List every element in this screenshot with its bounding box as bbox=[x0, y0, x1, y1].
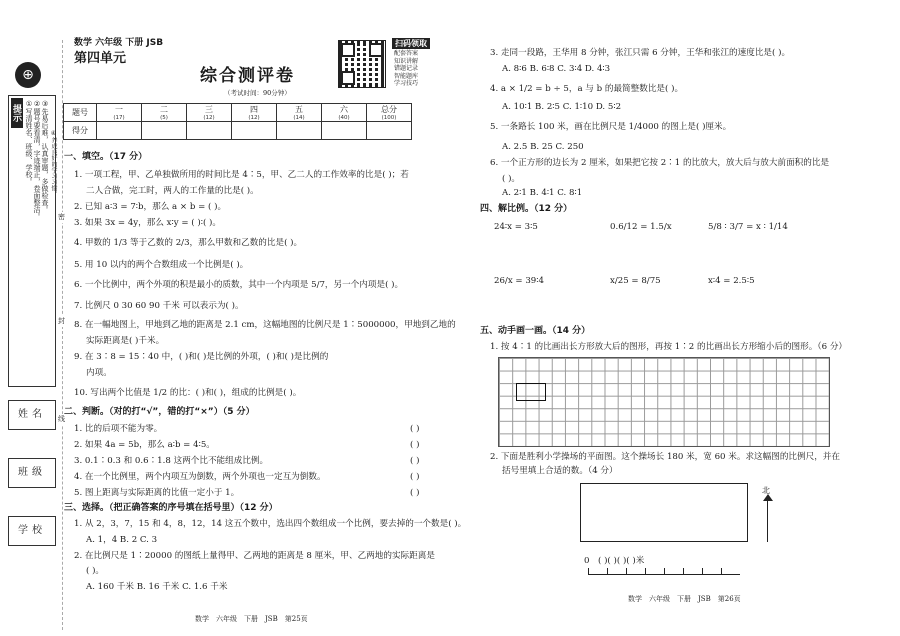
question-line: 实际距离是( )千米。 bbox=[86, 336, 165, 346]
scan-item: 学习技巧 bbox=[394, 80, 419, 87]
equation: 5/8 ∶ 3/7 = x ∶ 1/14 bbox=[708, 222, 788, 232]
score-col: 三 (12) bbox=[187, 104, 232, 122]
scan-item: 错题记录 bbox=[394, 65, 419, 72]
choice-line: A. 8∶6 B. 6∶8 C. 3∶4 D. 4∶3 bbox=[502, 64, 611, 74]
cut-mark: 线 bbox=[58, 415, 65, 423]
judge-blank[interactable]: ( ) bbox=[410, 440, 420, 450]
scale-zero: 0 bbox=[584, 556, 590, 566]
scale-blanks[interactable]: ( )( )( )( )米 bbox=[598, 556, 645, 566]
score-row-head: 得分 bbox=[64, 122, 97, 140]
subject-line: 数学 六年级 下册 JSB bbox=[74, 38, 164, 48]
question-line: 6. 一个正方形的边长为 2 厘米，如果把它按 2∶1 的比放大，放大后与放大前面积的比是 bbox=[490, 158, 830, 168]
question-line: 二人合做，完工时，两人的工作量的比是( )。 bbox=[86, 186, 259, 196]
question-line: ( )。 bbox=[502, 174, 521, 184]
choice-line: A. 10∶1 B. 2∶5 C. 1∶10 D. 5∶2 bbox=[502, 102, 622, 112]
page-footer: 数学 六年级 下册 JSB 第25页 bbox=[195, 615, 308, 623]
school-field[interactable]: 学校 bbox=[8, 516, 56, 546]
section-heading: 四、解比例。（12 分） bbox=[480, 204, 573, 214]
scan-item: 配套答案 bbox=[394, 50, 419, 57]
section-heading: 二、判断。（对的打“√”，错的打“×”）（5 分） bbox=[64, 407, 255, 417]
score-col: 一 (17) bbox=[97, 104, 142, 122]
grid-rectangle bbox=[516, 383, 546, 401]
question-line: ( )。 bbox=[86, 566, 105, 576]
question-line: 4. a × 1/2 = b ÷ 5，a 与 b 的最简整数比是( )。 bbox=[490, 84, 684, 94]
score-row-head: 题号 bbox=[64, 104, 97, 122]
tip-item: ③先易后难，认真审题，多做检查。 bbox=[41, 100, 49, 213]
equation: x/25 = 8/75 bbox=[610, 276, 661, 286]
section-heading: 三、选择。（把正确答案的序号填在括号里）（12 分） bbox=[64, 503, 278, 513]
question-line: 3. 如果 3x = 4y，那么 x∶y = ( )∶( )。 bbox=[74, 218, 221, 228]
question-line: 1. 比的后项不能为零。 bbox=[74, 424, 163, 434]
equation: x∶4 = 2.5∶5 bbox=[708, 276, 755, 286]
judge-blank[interactable]: ( ) bbox=[410, 488, 420, 498]
cut-mark: 密 bbox=[58, 213, 65, 221]
equation: 26/x = 39∶4 bbox=[494, 276, 544, 286]
north-arrow-shaft bbox=[767, 498, 768, 542]
score-col: 六 (40) bbox=[322, 104, 367, 122]
question-line: 4. 在一个比例里，两个内项互为倒数，两个外项也一定互为倒数。 bbox=[74, 472, 326, 482]
judge-blank[interactable]: ( ) bbox=[410, 472, 420, 482]
question-line: 5. 图上距离与实际距离的比值一定小于 1。 bbox=[74, 488, 240, 498]
question-line: 1. 一项工程，甲、乙单独做所用的时间比是 4∶5，甲、乙二人的工作效率的比是( )；若 bbox=[74, 170, 409, 180]
unit-logo-icon: ⊕ bbox=[15, 62, 41, 88]
judge-blank[interactable]: ( ) bbox=[410, 456, 420, 466]
section-heading: 五、动手画一画。（14 分） bbox=[480, 326, 591, 336]
question-line: 4. 甲数的 1/3 等于乙数的 2/3，那么甲数和乙数的比是( )。 bbox=[74, 238, 303, 248]
question-line: 8. 在一幅地图上，甲地到乙地的距离是 2.1 cm，这幅地图的比例尺是 1∶5000000，甲地到乙地的 bbox=[74, 320, 456, 330]
class-field[interactable]: 班级 bbox=[8, 458, 56, 488]
drawing-grid[interactable] bbox=[498, 357, 830, 447]
section-heading: 一、填空。（17 分） bbox=[64, 152, 148, 162]
question-line: 1. 按 4∶1 的比画出长方形放大后的图形，再按 1∶2 的比画出长方形缩小后的图形。（6 分） bbox=[490, 342, 848, 352]
question-line: 2. 如果 4a = 5b，那么 a∶b = 4∶5。 bbox=[74, 440, 215, 450]
north-arrow-icon bbox=[763, 494, 773, 501]
question-line: 2. 在比例尺是 1∶20000 的图纸上量得甲、乙两地的距离是 8 厘米，甲、乙两地的实际距离是 bbox=[74, 551, 435, 561]
question-line: 6. 一个比例中，两个外项的积是最小的质数，其中一个内项是 5/7，另一个内项是( )。 bbox=[74, 280, 404, 290]
unit-title: 第四单元 bbox=[74, 51, 127, 66]
scan-item: 智能题库 bbox=[394, 72, 419, 80]
question-line: 9. 在 3∶8 = 15∶40 中，( )和( )是比例的外项，( )和( )是比例的 bbox=[74, 352, 329, 362]
question-line: 内项。 bbox=[86, 368, 112, 378]
score-col: 五 (14) bbox=[277, 104, 322, 122]
page-title: 综合测评卷 bbox=[200, 66, 295, 86]
cut-mark: 封 bbox=[58, 317, 65, 325]
question-line: 括号里填上合适的数。（4 分） bbox=[502, 466, 618, 476]
judge-blank[interactable]: ( ) bbox=[410, 424, 420, 434]
score-col: 二 (5) bbox=[142, 104, 187, 122]
question-line: 3. 0.1∶0.3 和 0.6∶1.8 这两个比不能组成比例。 bbox=[74, 456, 269, 466]
tips-title: 提示 bbox=[11, 98, 23, 128]
question-line: 1. 从 2，3，7，15 和 4，8，12，14 这五个数中，选出四个数组成一个比例，要去掉的一个数是( )。 bbox=[74, 519, 467, 529]
choice-line: A. 1，4 B. 2 C. 3 bbox=[86, 535, 158, 545]
tip-item: ①写清姓名、班级、学校。 bbox=[25, 100, 33, 185]
north-label: 北 bbox=[762, 486, 770, 495]
equation: 24∶x = 3∶5 bbox=[494, 222, 538, 232]
question-line: 3. 走同一段路，王华用 8 分钟，张江只需 6 分钟，王华和张江的速度比是( )。 bbox=[490, 48, 791, 58]
choice-line: A. 2∶1 B. 4∶1 C. 8∶1 bbox=[502, 188, 583, 198]
choice-line: A. 160 千米 B. 16 千米 C. 1.6 千米 bbox=[86, 582, 228, 592]
question-line: 7. 比例尺 0 30 60 90 千米 可以表示为( )。 bbox=[74, 301, 244, 311]
choice-line: A. 2.5 B. 25 C. 250 bbox=[502, 142, 584, 152]
scan-label: 扫码领取 bbox=[392, 38, 430, 49]
score-col: 总分 (100) bbox=[367, 104, 412, 122]
time-note: （考试时间：90分钟） bbox=[224, 89, 291, 97]
question-line: 5. 一条路长 100 米，画在比例尺是 1/4000 的图上是( )厘米。 bbox=[490, 122, 732, 132]
equation: 0.6/12 = 1.5/x bbox=[610, 222, 672, 232]
question-line: 2. 已知 a∶3 = 7∶b，那么 a × b = ( )。 bbox=[74, 202, 227, 212]
tip-item: ④养成良好的学习习惯。 bbox=[50, 130, 57, 197]
page-footer: 数学 六年级 下册 JSB 第26页 bbox=[628, 595, 741, 603]
question-line: 10. 写出两个比值是 1/2 的比：( )和( )，组成的比例是( )。 bbox=[74, 388, 302, 398]
scale-bar bbox=[588, 568, 740, 575]
name-field[interactable]: 姓名 bbox=[8, 400, 56, 430]
playground-plan bbox=[580, 483, 748, 542]
score-col: 四 (12) bbox=[232, 104, 277, 122]
question-line: 5. 用 10 以内的两个合数组成一个比例是( )。 bbox=[74, 260, 249, 270]
question-line: 2. 下面是胜利小学操场的平面图。这个操场长 180 米，宽 60 米。求这幅图的比例尺，并在 bbox=[490, 452, 840, 462]
scan-item: 知识讲解 bbox=[394, 57, 419, 65]
tip-item: ②题号要看清，字迹端正，卷面整洁。 bbox=[33, 100, 41, 220]
